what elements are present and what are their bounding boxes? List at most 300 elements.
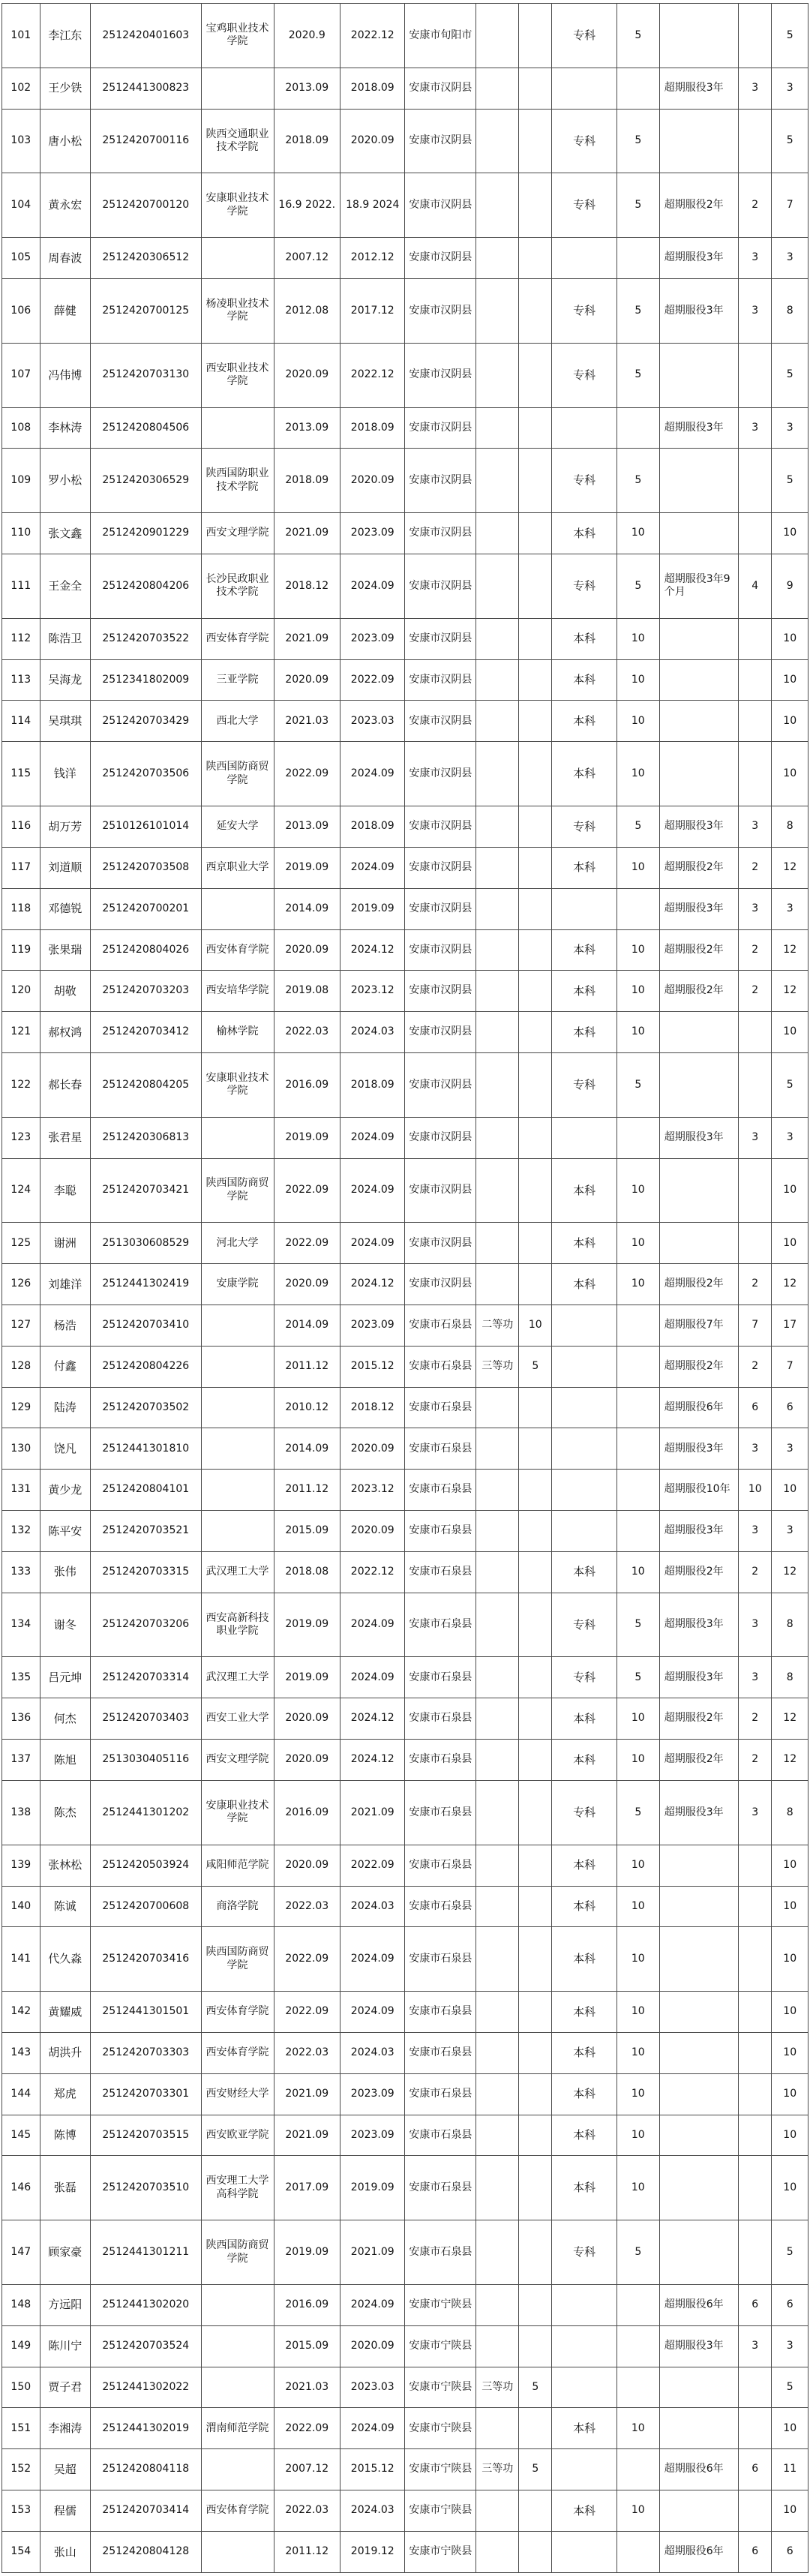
- service-start-cell: 2020.09: [274, 1845, 340, 1886]
- education-score-cell: [616, 1387, 659, 1428]
- education-level-cell: 本科: [552, 1551, 616, 1593]
- service-score-cell: 3: [739, 238, 772, 279]
- service-start-cell: 2022.09: [274, 1158, 340, 1223]
- school-name-cell: [201, 1387, 274, 1428]
- exam-id-cell: 2512420703315: [91, 1551, 202, 1593]
- exam-id-cell: 2512420804128: [91, 2531, 202, 2572]
- education-score-cell: 10: [616, 929, 659, 971]
- education-level-cell: [552, 2367, 616, 2408]
- education-level-cell: 本科: [552, 1992, 616, 2033]
- merit-score-cell: [519, 68, 552, 109]
- total-score-cell: 10: [772, 618, 808, 659]
- education-level-cell: 专科: [552, 554, 616, 619]
- service-start-cell: 2022.03: [274, 2490, 340, 2532]
- service-score-cell: 2: [739, 1740, 772, 1781]
- education-score-cell: 10: [616, 971, 659, 1012]
- school-name-cell: 西安理工大学高科学院: [201, 2156, 274, 2220]
- exam-id-cell: 2512441302019: [91, 2408, 202, 2449]
- total-score-cell: 3: [772, 2325, 808, 2367]
- table-row: [2, 1551, 808, 1593]
- education-score-cell: 10: [616, 1740, 659, 1781]
- service-start-cell: 2021.09: [274, 2073, 340, 2115]
- person-name-cell: 张林松: [40, 1845, 90, 1886]
- row-number-cell: 141: [2, 1927, 40, 1992]
- service-start-cell: 2022.09: [274, 1223, 340, 1264]
- enlistment-place-cell: 安康市石泉县: [405, 1470, 476, 1511]
- school-name-cell: 长沙民政职业技术学院: [201, 554, 274, 619]
- extended-service-cell: 超期服役3年: [659, 806, 738, 848]
- education-score-cell: 10: [616, 1992, 659, 2033]
- service-score-cell: 3: [739, 1428, 772, 1470]
- education-level-cell: 本科: [552, 618, 616, 659]
- merit-score-cell: [519, 1470, 552, 1511]
- merit-award-cell: [476, 1657, 519, 1698]
- row-number-cell: 137: [2, 1740, 40, 1781]
- school-name-cell: [201, 407, 274, 449]
- veterans-score-table: [2, 3, 808, 2573]
- service-start-cell: 2015.09: [274, 1511, 340, 1552]
- service-score-cell: [739, 2490, 772, 2532]
- merit-score-cell: [519, 742, 552, 806]
- exam-id-cell: 2512420703508: [91, 847, 202, 888]
- exam-id-cell: 2512420804205: [91, 1052, 202, 1117]
- service-end-cell: 2024.09: [340, 1657, 405, 1698]
- school-name-cell: [201, 2284, 274, 2325]
- table-row: [2, 701, 808, 742]
- education-score-cell: 10: [616, 847, 659, 888]
- merit-award-cell: 三等功: [476, 2367, 519, 2408]
- extended-service-cell: 超期服役3年: [659, 238, 738, 279]
- service-end-cell: 2023.12: [340, 971, 405, 1012]
- service-end-cell: 2020.09: [340, 109, 405, 173]
- school-name-cell: 榆林学院: [201, 1012, 274, 1053]
- school-name-cell: 河北大学: [201, 1223, 274, 1264]
- row-number-cell: 116: [2, 806, 40, 848]
- education-level-cell: [552, 1305, 616, 1346]
- enlistment-place-cell: 安康市石泉县: [405, 1387, 476, 1428]
- enlistment-place-cell: 安康市石泉县: [405, 1428, 476, 1470]
- total-score-cell: 8: [772, 279, 808, 344]
- exam-id-cell: 2512420804506: [91, 407, 202, 449]
- service-end-cell: 2024.09: [340, 1927, 405, 1992]
- merit-award-cell: [476, 847, 519, 888]
- total-score-cell: 8: [772, 1780, 808, 1845]
- row-number-cell: 113: [2, 659, 40, 701]
- service-end-cell: 2023.09: [340, 513, 405, 554]
- total-score-cell: 12: [772, 1551, 808, 1593]
- service-score-cell: 2: [739, 971, 772, 1012]
- merit-award-cell: [476, 449, 519, 513]
- service-end-cell: 2023.09: [340, 2073, 405, 2115]
- person-name-cell: 陈川宁: [40, 2325, 90, 2367]
- education-score-cell: 10: [616, 1698, 659, 1740]
- person-name-cell: 罗小松: [40, 449, 90, 513]
- extended-service-cell: 超期服役2年: [659, 1551, 738, 1593]
- enlistment-place-cell: 安康市石泉县: [405, 1551, 476, 1593]
- service-start-cell: 16.9 2022.: [274, 173, 340, 238]
- merit-score-cell: [519, 2490, 552, 2532]
- service-start-cell: 2022.09: [274, 1927, 340, 1992]
- school-name-cell: 武汉理工大学: [201, 1657, 274, 1698]
- exam-id-cell: 2512420703502: [91, 1387, 202, 1428]
- extended-service-cell: 超期服役3年9个月: [659, 554, 738, 619]
- row-number-cell: 106: [2, 279, 40, 344]
- service-start-cell: 2016.09: [274, 1780, 340, 1845]
- education-level-cell: 本科: [552, 742, 616, 806]
- enlistment-place-cell: 安康市石泉县: [405, 1593, 476, 1657]
- service-start-cell: 2020.09: [274, 929, 340, 971]
- merit-score-cell: [519, 888, 552, 929]
- merit-award-cell: [476, 1012, 519, 1053]
- school-name-cell: 杨凌职业技术学院: [201, 279, 274, 344]
- merit-award-cell: [476, 513, 519, 554]
- person-name-cell: 饶凡: [40, 1428, 90, 1470]
- table-row: [2, 68, 808, 109]
- service-end-cell: 2023.03: [340, 2367, 405, 2408]
- total-score-cell: 7: [772, 1346, 808, 1387]
- table-row: [2, 1698, 808, 1740]
- person-name-cell: 付鑫: [40, 1346, 90, 1387]
- enlistment-place-cell: 安康市宁陕县: [405, 2449, 476, 2490]
- service-start-cell: 2022.09: [274, 2408, 340, 2449]
- service-score-cell: [739, 1927, 772, 1992]
- extended-service-cell: [659, 2115, 738, 2156]
- service-start-cell: 2021.09: [274, 2115, 340, 2156]
- table-row: [2, 1305, 808, 1346]
- education-level-cell: 专科: [552, 2220, 616, 2285]
- school-name-cell: 西安文理学院: [201, 1740, 274, 1781]
- person-name-cell: 薛健: [40, 279, 90, 344]
- merit-score-cell: [519, 2325, 552, 2367]
- school-name-cell: 三亚学院: [201, 659, 274, 701]
- total-score-cell: 7: [772, 173, 808, 238]
- merit-award-cell: [476, 1780, 519, 1845]
- person-name-cell: 刘道顺: [40, 847, 90, 888]
- school-name-cell: 宝鸡职业技术学院: [201, 4, 274, 68]
- extended-service-cell: [659, 513, 738, 554]
- education-level-cell: 本科: [552, 701, 616, 742]
- row-number-cell: 126: [2, 1264, 40, 1305]
- exam-id-cell: 2512420703412: [91, 1012, 202, 1053]
- merit-score-cell: 5: [519, 2367, 552, 2408]
- service-start-cell: 2014.09: [274, 1428, 340, 1470]
- total-score-cell: 8: [772, 1593, 808, 1657]
- person-name-cell: 邓德锐: [40, 888, 90, 929]
- row-number-cell: 150: [2, 2367, 40, 2408]
- merit-award-cell: [476, 1740, 519, 1781]
- service-score-cell: 3: [739, 806, 772, 848]
- merit-award-cell: [476, 659, 519, 701]
- extended-service-cell: [659, 1052, 738, 1117]
- exam-id-cell: 2512420901229: [91, 513, 202, 554]
- merit-award-cell: [476, 1158, 519, 1223]
- service-score-cell: 3: [739, 1657, 772, 1698]
- extended-service-cell: [659, 2032, 738, 2073]
- school-name-cell: 陕西国防职业技术学院: [201, 449, 274, 513]
- service-score-cell: [739, 2367, 772, 2408]
- merit-score-cell: [519, 1223, 552, 1264]
- exam-id-cell: 2513030405116: [91, 1740, 202, 1781]
- exam-id-cell: 2512420703515: [91, 2115, 202, 2156]
- total-score-cell: 6: [772, 1387, 808, 1428]
- table-row: [2, 1992, 808, 2033]
- service-score-cell: 2: [739, 173, 772, 238]
- row-number-cell: 119: [2, 929, 40, 971]
- merit-award-cell: [476, 2115, 519, 2156]
- education-level-cell: 本科: [552, 2490, 616, 2532]
- exam-id-cell: 2512420703416: [91, 1927, 202, 1992]
- service-start-cell: 2022.03: [274, 1886, 340, 1927]
- total-score-cell: 11: [772, 2449, 808, 2490]
- exam-id-cell: 2512420804226: [91, 1346, 202, 1387]
- school-name-cell: [201, 1511, 274, 1552]
- enlistment-place-cell: 安康市汉阴县: [405, 173, 476, 238]
- service-start-cell: 2016.09: [274, 2284, 340, 2325]
- row-number-cell: 101: [2, 4, 40, 68]
- service-score-cell: [739, 1992, 772, 2033]
- education-level-cell: [552, 2325, 616, 2367]
- table-row: [2, 2156, 808, 2220]
- total-score-cell: 10: [772, 1845, 808, 1886]
- extended-service-cell: [659, 1992, 738, 2033]
- extended-service-cell: [659, 343, 738, 407]
- extended-service-cell: [659, 618, 738, 659]
- education-score-cell: 10: [616, 701, 659, 742]
- service-score-cell: 6: [739, 2284, 772, 2325]
- row-number-cell: 127: [2, 1305, 40, 1346]
- service-end-cell: 18.9 2024: [340, 173, 405, 238]
- table-row: [2, 109, 808, 173]
- merit-award-cell: 三等功: [476, 2449, 519, 2490]
- service-score-cell: [739, 4, 772, 68]
- merit-score-cell: [519, 618, 552, 659]
- merit-award-cell: [476, 742, 519, 806]
- education-level-cell: 本科: [552, 513, 616, 554]
- row-number-cell: 148: [2, 2284, 40, 2325]
- education-score-cell: 10: [616, 659, 659, 701]
- total-score-cell: 3: [772, 407, 808, 449]
- education-score-cell: [616, 1346, 659, 1387]
- table-row: [2, 1117, 808, 1158]
- merit-score-cell: [519, 238, 552, 279]
- merit-score-cell: [519, 1845, 552, 1886]
- table-row: [2, 659, 808, 701]
- total-score-cell: 5: [772, 343, 808, 407]
- exam-id-cell: 2512420804118: [91, 2449, 202, 2490]
- service-end-cell: 2024.09: [340, 2408, 405, 2449]
- enlistment-place-cell: 安康市汉阴县: [405, 68, 476, 109]
- exam-id-cell: 2512441302419: [91, 1264, 202, 1305]
- enlistment-place-cell: 安康市汉阴县: [405, 1117, 476, 1158]
- enlistment-place-cell: 安康市石泉县: [405, 2032, 476, 2073]
- extended-service-cell: 超期服役3年: [659, 1780, 738, 1845]
- service-end-cell: 2021.09: [340, 1780, 405, 1845]
- total-score-cell: 3: [772, 1117, 808, 1158]
- merit-award-cell: [476, 1264, 519, 1305]
- education-level-cell: 本科: [552, 2408, 616, 2449]
- enlistment-place-cell: 安康市宁陕县: [405, 2531, 476, 2572]
- merit-award-cell: [476, 1698, 519, 1740]
- education-level-cell: 本科: [552, 2073, 616, 2115]
- table-row: [2, 1346, 808, 1387]
- merit-score-cell: [519, 173, 552, 238]
- exam-id-cell: 2512420804026: [91, 929, 202, 971]
- education-level-cell: 专科: [552, 173, 616, 238]
- enlistment-place-cell: 安康市汉阴县: [405, 554, 476, 619]
- education-level-cell: 专科: [552, 109, 616, 173]
- row-number-cell: 115: [2, 742, 40, 806]
- table-row: [2, 343, 808, 407]
- row-number-cell: 151: [2, 2408, 40, 2449]
- row-number-cell: 117: [2, 847, 40, 888]
- service-start-cell: 2019.09: [274, 1117, 340, 1158]
- school-name-cell: 西安培华学院: [201, 971, 274, 1012]
- service-end-cell: 2018.09: [340, 1052, 405, 1117]
- merit-award-cell: 三等功: [476, 1346, 519, 1387]
- merit-award-cell: [476, 2032, 519, 2073]
- merit-score-cell: [519, 2032, 552, 2073]
- row-number-cell: 144: [2, 2073, 40, 2115]
- service-end-cell: 2022.12: [340, 4, 405, 68]
- total-score-cell: 10: [772, 1927, 808, 1992]
- service-end-cell: 2024.09: [340, 1117, 405, 1158]
- enlistment-place-cell: 安康市石泉县: [405, 1657, 476, 1698]
- school-name-cell: 延安大学: [201, 806, 274, 848]
- table-row: [2, 2115, 808, 2156]
- service-end-cell: 2024.09: [340, 1158, 405, 1223]
- exam-id-cell: 2512420703203: [91, 971, 202, 1012]
- total-score-cell: 10: [772, 2490, 808, 2532]
- row-number-cell: 102: [2, 68, 40, 109]
- person-name-cell: 李江东: [40, 4, 90, 68]
- enlistment-place-cell: 安康市宁陕县: [405, 2325, 476, 2367]
- total-score-cell: 5: [772, 2367, 808, 2408]
- table-row: [2, 238, 808, 279]
- service-end-cell: 2024.09: [340, 1992, 405, 2033]
- table-row: [2, 1052, 808, 1117]
- school-name-cell: 西安体育学院: [201, 1992, 274, 2033]
- school-name-cell: 西安欧亚学院: [201, 2115, 274, 2156]
- service-score-cell: 2: [739, 1698, 772, 1740]
- row-number-cell: 138: [2, 1780, 40, 1845]
- table-row: [2, 554, 808, 619]
- service-start-cell: 2020.09: [274, 1264, 340, 1305]
- row-number-cell: 112: [2, 618, 40, 659]
- extended-service-cell: 超期服役3年: [659, 1511, 738, 1552]
- service-end-cell: 2018.12: [340, 1387, 405, 1428]
- extended-service-cell: 超期服役6年: [659, 2449, 738, 2490]
- row-number-cell: 147: [2, 2220, 40, 2285]
- service-score-cell: 3: [739, 407, 772, 449]
- school-name-cell: [201, 2367, 274, 2408]
- exam-id-cell: 2512420703429: [91, 701, 202, 742]
- person-name-cell: 郝长春: [40, 1052, 90, 1117]
- education-score-cell: 5: [616, 554, 659, 619]
- service-score-cell: 2: [739, 1551, 772, 1593]
- merit-score-cell: [519, 554, 552, 619]
- school-name-cell: 西安高新科技职业学院: [201, 1593, 274, 1657]
- education-score-cell: 10: [616, 2156, 659, 2220]
- enlistment-place-cell: 安康市汉阴县: [405, 279, 476, 344]
- education-score-cell: 5: [616, 279, 659, 344]
- service-score-cell: 2: [739, 1346, 772, 1387]
- merit-award-cell: 二等功: [476, 1305, 519, 1346]
- school-name-cell: 西安体育学院: [201, 929, 274, 971]
- merit-award-cell: [476, 2531, 519, 2572]
- education-level-cell: 本科: [552, 1927, 616, 1992]
- exam-id-cell: 2512420804206: [91, 554, 202, 619]
- service-end-cell: 2022.09: [340, 1845, 405, 1886]
- exam-id-cell: 2512441301202: [91, 1780, 202, 1845]
- merit-score-cell: [519, 929, 552, 971]
- total-score-cell: 10: [772, 701, 808, 742]
- education-level-cell: [552, 888, 616, 929]
- total-score-cell: 10: [772, 2115, 808, 2156]
- person-name-cell: 周春波: [40, 238, 90, 279]
- merit-score-cell: [519, 1780, 552, 1845]
- exam-id-cell: 2512341802009: [91, 659, 202, 701]
- service-start-cell: 2013.09: [274, 407, 340, 449]
- person-name-cell: 张君星: [40, 1117, 90, 1158]
- merit-score-cell: [519, 1698, 552, 1740]
- service-start-cell: 2010.12: [274, 1387, 340, 1428]
- education-score-cell: 5: [616, 109, 659, 173]
- service-score-cell: 2: [739, 1264, 772, 1305]
- exam-id-cell: 2510126101014: [91, 806, 202, 848]
- education-score-cell: [616, 1511, 659, 1552]
- extended-service-cell: 超期服役2年: [659, 1346, 738, 1387]
- service-score-cell: 10: [739, 1470, 772, 1511]
- school-name-cell: 武汉理工大学: [201, 1551, 274, 1593]
- total-score-cell: 10: [772, 1223, 808, 1264]
- row-number-cell: 105: [2, 238, 40, 279]
- person-name-cell: 黄耀威: [40, 1992, 90, 2033]
- service-score-cell: 6: [739, 2531, 772, 2572]
- education-level-cell: [552, 1387, 616, 1428]
- education-level-cell: [552, 2449, 616, 2490]
- person-name-cell: 李湘涛: [40, 2408, 90, 2449]
- education-score-cell: 10: [616, 1845, 659, 1886]
- education-level-cell: 专科: [552, 1593, 616, 1657]
- education-score-cell: [616, 1117, 659, 1158]
- person-name-cell: 程儒: [40, 2490, 90, 2532]
- merit-score-cell: [519, 1117, 552, 1158]
- service-score-cell: [739, 701, 772, 742]
- extended-service-cell: 超期服役6年: [659, 1387, 738, 1428]
- table-row: [2, 1780, 808, 1845]
- service-end-cell: 2024.12: [340, 1698, 405, 1740]
- education-level-cell: 专科: [552, 343, 616, 407]
- service-start-cell: 2013.09: [274, 806, 340, 848]
- enlistment-place-cell: 安康市汉阴县: [405, 1052, 476, 1117]
- education-score-cell: 10: [616, 2408, 659, 2449]
- service-end-cell: 2023.12: [340, 1470, 405, 1511]
- service-end-cell: 2024.03: [340, 2032, 405, 2073]
- extended-service-cell: 超期服役2年: [659, 971, 738, 1012]
- merit-award-cell: [476, 1511, 519, 1552]
- service-start-cell: 2017.09: [274, 2156, 340, 2220]
- row-number-cell: 142: [2, 1992, 40, 2033]
- exam-id-cell: 2512441302020: [91, 2284, 202, 2325]
- table-row: [2, 2220, 808, 2285]
- extended-service-cell: 超期服役2年: [659, 173, 738, 238]
- enlistment-place-cell: 安康市石泉县: [405, 1305, 476, 1346]
- enlistment-place-cell: 安康市宁陕县: [405, 2284, 476, 2325]
- table-row: [2, 618, 808, 659]
- table-row: [2, 173, 808, 238]
- extended-service-cell: [659, 2408, 738, 2449]
- school-name-cell: 咸阳师范学院: [201, 1845, 274, 1886]
